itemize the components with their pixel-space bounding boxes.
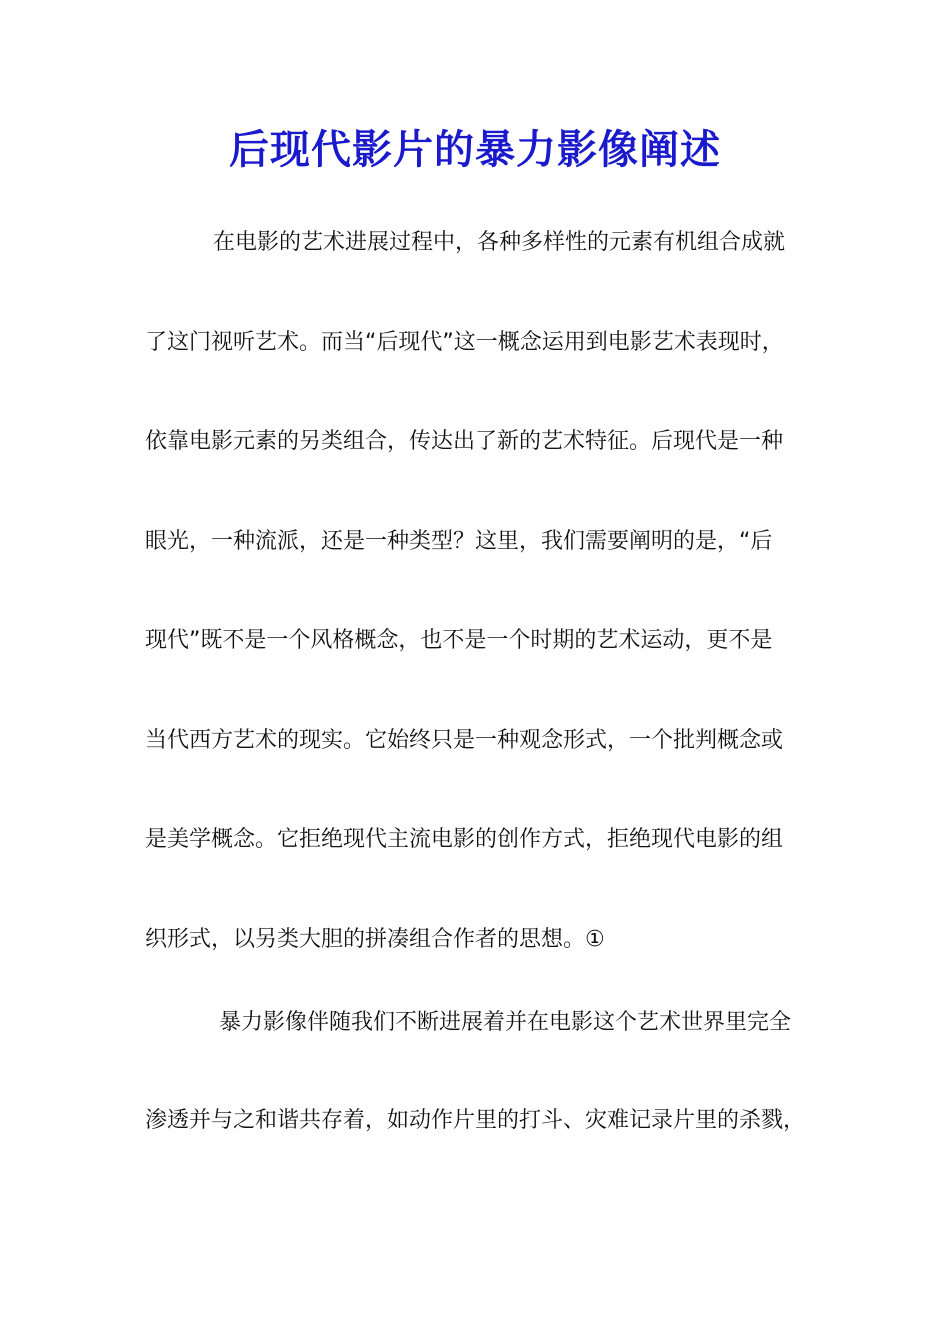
paragraph-1-line-8: 织形式，以另类大胆的拼凑组合作者的思想。① [145, 927, 605, 952]
paragraph-1-line-7: 是美学概念。它拒绝现代主流电影的创作方式，拒绝现代电影的组 [145, 827, 784, 852]
paragraph-1-line-1: 在电影的艺术进展过程中，各种多样性的元素有机组合成就 [213, 230, 786, 255]
paragraph-1-line-6: 当代西方艺术的现实。它始终只是一种观念形式，一个批判概念或 [145, 728, 784, 753]
paragraph-1-line-4: 眼光，一种流派，还是一种类型？这里，我们需要阐明的是，“后 [145, 529, 773, 554]
paragraph-2-line-1: 暴力影像伴随我们不断进展着并在电影这个艺术世界里完全 [219, 1010, 792, 1035]
paragraph-1-line-5: 现代”既不是一个风格概念，也不是一个时期的艺术运动，更不是 [145, 628, 773, 653]
paragraph-1-line-2: 了这门视听艺术。而当“后现代”这一概念运用到电影艺术表现时， [145, 330, 784, 355]
document-title: 后现代影片的暴力影像阐述 [229, 126, 721, 173]
paragraph-1-line-3: 依靠电影元素的另类组合，传达出了新的艺术特征。后现代是一种 [145, 429, 784, 454]
paragraph-2-line-2: 渗透并与之和谐共存着，如动作片里的打斗、灾难记录片里的杀戮， [145, 1108, 806, 1133]
